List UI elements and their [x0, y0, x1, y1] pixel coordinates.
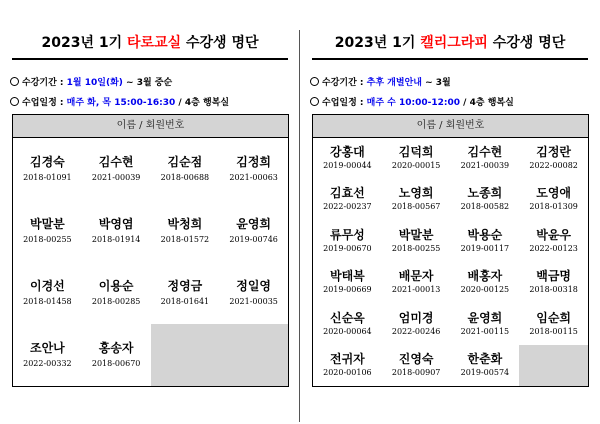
student-cell — [313, 303, 382, 345]
member-number: 2018-01572 — [160, 234, 210, 244]
title-underline — [12, 58, 288, 60]
student-name: 박윤우 — [536, 227, 572, 242]
student-name: 박용순 — [467, 227, 503, 242]
student-name: 박영염 — [98, 216, 134, 231]
schedule-value: 매주 화, 목 15:00-16:30 — [66, 98, 176, 108]
member-number: 2018-01458 — [23, 297, 72, 307]
member-number: 2018-01309 — [529, 202, 578, 212]
student-name: 노영희 — [398, 186, 434, 201]
member-number: 2020-00064 — [323, 326, 372, 336]
schedule-location: / 4층 행복실 — [175, 98, 230, 108]
student-name: 박태복 — [329, 269, 365, 284]
student-grid — [313, 137, 588, 386]
schedule-label: 수업일정 : — [322, 98, 367, 108]
member-number: 2022-00246 — [391, 326, 441, 336]
student-name: 배홍자 — [467, 269, 503, 284]
student-name: 한춘화 — [467, 352, 503, 367]
member-number: 2018-00115 — [529, 326, 578, 336]
table-header: 이름 / 회원번호 — [13, 115, 288, 138]
member-number: 2020-00125 — [460, 285, 510, 295]
bullet-circle-icon — [10, 97, 19, 106]
student-name: 전귀자 — [329, 352, 365, 367]
student-cell — [82, 324, 151, 386]
title-course-name: 캘리그라피 — [420, 35, 488, 51]
student-cell — [219, 199, 288, 261]
member-number: 2019-00746 — [229, 234, 278, 244]
class-schedule — [310, 95, 514, 108]
student-name: 박말분 — [29, 216, 65, 231]
period-label: 수강기간 : — [322, 78, 367, 88]
title-suffix: 수강생 명단 — [487, 35, 566, 51]
class-schedule — [10, 95, 229, 108]
student-name: 김정란 — [536, 144, 572, 159]
student-cell — [451, 345, 520, 387]
student-cell — [519, 137, 588, 179]
member-number: 2018-00582 — [460, 202, 510, 212]
bullet-circle-icon — [310, 97, 319, 106]
student-name: 김경숙 — [29, 154, 65, 169]
student-name: 정일영 — [236, 279, 272, 294]
calligraphy-roster-panel — [300, 0, 600, 424]
student-name: 백금명 — [536, 269, 572, 284]
title-suffix: 수강생 명단 — [181, 35, 259, 51]
member-number: 2018-01914 — [91, 234, 141, 244]
student-cell — [382, 345, 451, 387]
member-number: 2018-01091 — [23, 172, 72, 182]
student-name: 엄미경 — [398, 310, 434, 325]
member-number: 2021-00013 — [391, 285, 441, 295]
student-name: 도영애 — [536, 186, 572, 201]
member-number: 2022-00123 — [529, 243, 578, 253]
student-name: 김수현 — [98, 154, 134, 169]
member-number: 2018-00907 — [391, 368, 441, 378]
student-name: 윤영희 — [236, 216, 272, 231]
empty-cell — [151, 324, 220, 386]
student-cell — [313, 262, 382, 304]
member-number: 2018-01641 — [160, 297, 210, 307]
student-name: 임순희 — [536, 310, 572, 325]
member-number: 2019-00670 — [323, 243, 372, 253]
student-cell — [382, 262, 451, 304]
student-cell — [13, 324, 82, 386]
empty-cell — [519, 345, 588, 387]
member-number: 2021-00063 — [229, 172, 278, 182]
member-number: 2019-00669 — [323, 285, 372, 295]
student-cell — [82, 137, 151, 199]
student-cell — [519, 262, 588, 304]
empty-cell — [219, 324, 288, 386]
member-number: 2018-00567 — [391, 202, 441, 212]
title-course-name: 타로교실 — [127, 35, 182, 51]
member-number: 2020-00015 — [391, 160, 441, 170]
period-value: 추후 개별안내 — [366, 78, 422, 88]
tarot-title — [0, 32, 300, 52]
member-number: 2019-00574 — [460, 368, 510, 378]
table-header: 이름 / 회원번호 — [313, 115, 588, 138]
student-name: 박말분 — [398, 227, 434, 242]
student-cell — [13, 262, 82, 324]
student-cell — [82, 199, 151, 261]
course-period — [10, 75, 172, 88]
student-table — [312, 114, 589, 387]
member-number: 2022-00237 — [323, 202, 372, 212]
student-cell — [382, 303, 451, 345]
student-name: 신순옥 — [329, 310, 365, 325]
title-prefix: 2023년 1기 — [334, 35, 421, 51]
period-value: 1월 10일(화) — [66, 78, 123, 88]
student-cell — [313, 137, 382, 179]
student-cell — [219, 262, 288, 324]
member-number: 2021-00039 — [460, 160, 510, 170]
student-name: 홍송자 — [98, 341, 134, 356]
student-table — [12, 114, 289, 387]
student-name: 박청희 — [167, 216, 203, 231]
student-name: 조안나 — [29, 341, 65, 356]
member-number: 2018-00255 — [391, 243, 441, 253]
member-number: 2018-00670 — [91, 359, 141, 369]
student-cell — [382, 137, 451, 179]
student-cell — [519, 303, 588, 345]
student-name: 이용순 — [98, 279, 134, 294]
student-name: 김수현 — [467, 144, 503, 159]
student-grid — [13, 137, 288, 386]
student-name: 강홍대 — [329, 144, 365, 159]
student-name: 노종희 — [467, 186, 503, 201]
schedule-value: 매주 수 10:00-12:00 — [366, 98, 461, 108]
member-number: 2021-00115 — [460, 326, 510, 336]
student-cell — [13, 199, 82, 261]
member-number: 2021-00039 — [91, 172, 141, 182]
student-cell — [13, 137, 82, 199]
student-cell — [519, 179, 588, 221]
member-number: 2018-00255 — [23, 234, 72, 244]
period-label: 수강기간 : — [22, 78, 67, 88]
bullet-circle-icon — [10, 77, 19, 86]
student-name: 이경선 — [29, 279, 65, 294]
schedule-label: 수업일정 : — [22, 98, 67, 108]
member-number: 2018-00318 — [529, 285, 578, 295]
member-number: 2018-00285 — [91, 297, 141, 307]
schedule-location: / 4층 행복실 — [460, 98, 514, 108]
student-cell — [519, 220, 588, 262]
member-number: 2022-00082 — [529, 160, 578, 170]
student-cell — [313, 345, 382, 387]
student-name: 김순점 — [167, 154, 203, 169]
member-number: 2020-00106 — [323, 368, 372, 378]
title-underline — [312, 58, 588, 60]
student-name: 김효선 — [329, 186, 365, 201]
student-name: 배문자 — [398, 269, 434, 284]
student-name: 정영금 — [167, 279, 203, 294]
student-cell — [451, 303, 520, 345]
member-number: 2021-00035 — [229, 297, 278, 307]
period-rest: ~ 3월 중순 — [122, 78, 173, 88]
member-number: 2019-00117 — [460, 243, 510, 253]
member-number: 2018-00688 — [160, 172, 210, 182]
student-cell — [313, 179, 382, 221]
member-number: 2022-00332 — [23, 359, 72, 369]
student-cell — [82, 262, 151, 324]
student-cell — [151, 262, 220, 324]
student-name: 윤영희 — [467, 310, 503, 325]
student-cell — [151, 137, 220, 199]
student-cell — [451, 220, 520, 262]
student-cell — [313, 220, 382, 262]
student-name: 김정희 — [236, 154, 272, 169]
student-cell — [219, 137, 288, 199]
student-cell — [382, 179, 451, 221]
student-cell — [151, 199, 220, 261]
student-name: 류무성 — [329, 227, 365, 242]
member-number: 2019-00044 — [323, 160, 372, 170]
title-prefix: 2023년 1기 — [41, 35, 128, 51]
bullet-circle-icon — [310, 77, 319, 86]
calligraphy-title — [300, 32, 600, 52]
course-period — [310, 75, 451, 88]
student-cell — [451, 262, 520, 304]
period-rest: ~ 3월 — [421, 78, 451, 88]
student-name: 김덕희 — [398, 144, 434, 159]
student-cell — [382, 220, 451, 262]
student-cell — [451, 179, 520, 221]
student-name: 진영숙 — [398, 352, 434, 367]
student-cell — [451, 137, 520, 179]
